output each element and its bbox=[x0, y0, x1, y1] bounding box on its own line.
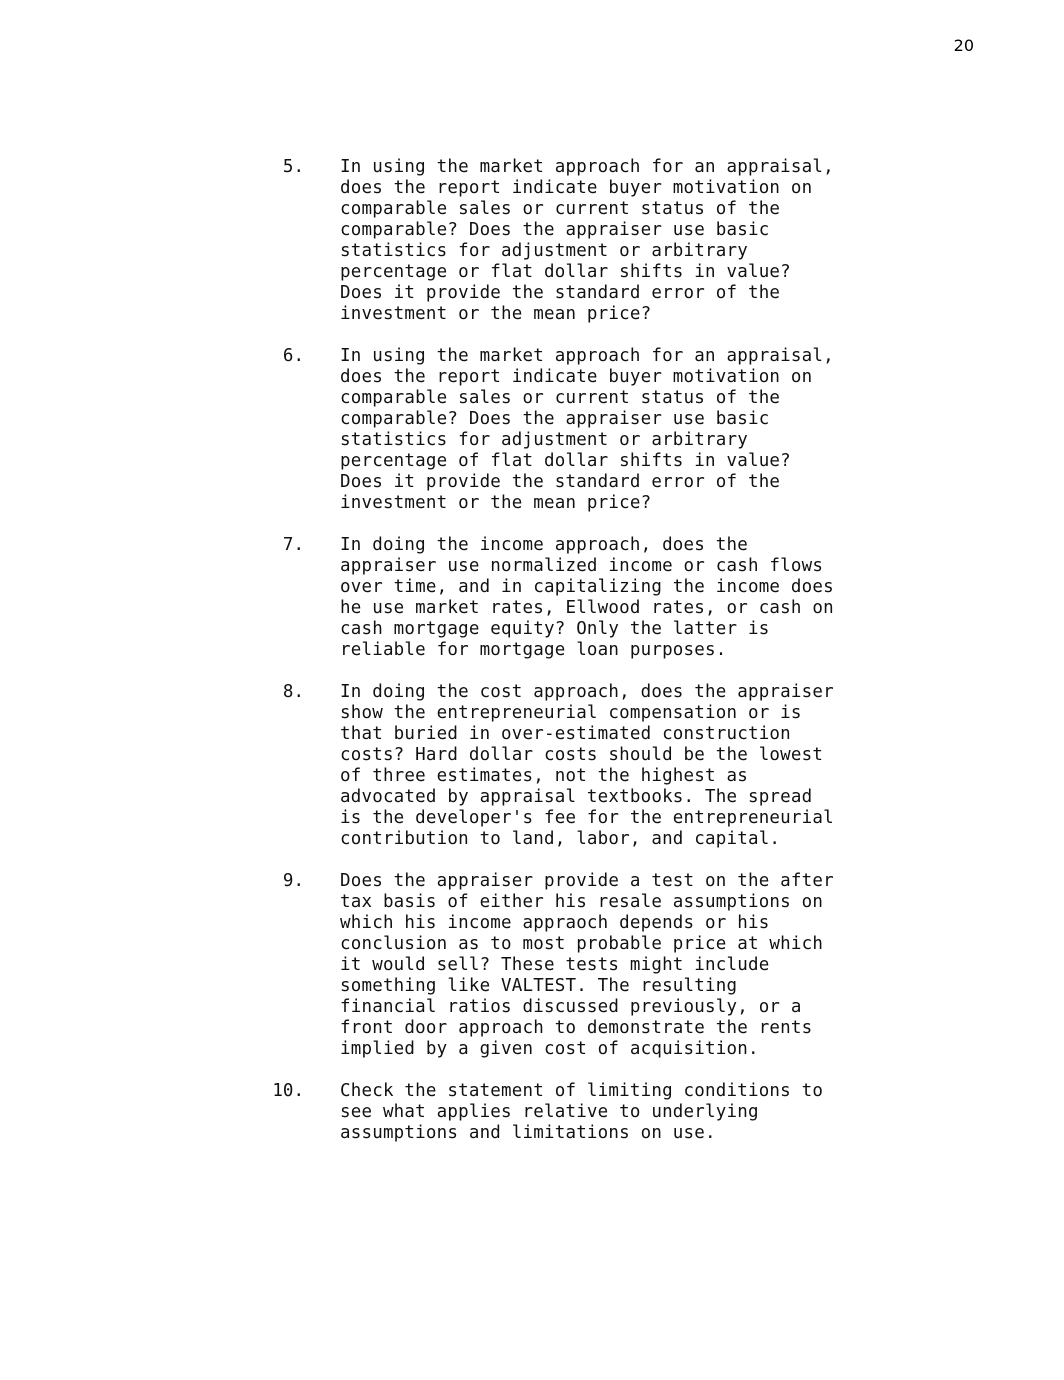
page-number: 20 bbox=[953, 36, 974, 55]
text-line: statistics for adjustment or arbitrary bbox=[340, 430, 748, 450]
item-number: 5. bbox=[282, 157, 304, 177]
text-line: it would sell? These tests might include bbox=[340, 955, 770, 975]
text-line: does the report indicate buyer motivation on bbox=[340, 367, 813, 387]
item-number: 9. bbox=[282, 871, 304, 891]
item-text bbox=[340, 682, 1064, 850]
list-item bbox=[0, 1081, 1064, 1144]
text-line: percentage of flat dollar shifts in value? bbox=[340, 451, 791, 471]
text-line: show the entrepreneurial compensation or is bbox=[340, 703, 802, 723]
text-line: is the developer's fee for the entrepreneurial bbox=[340, 808, 834, 828]
text-line: Does it provide the standard error of the bbox=[340, 472, 781, 492]
text-line: contribution to land, labor, and capital. bbox=[340, 829, 781, 849]
text-line: Check the statement of limiting conditions to bbox=[340, 1081, 824, 1101]
text-line: investment or the mean price? bbox=[340, 493, 652, 513]
text-line: comparable? Does the appraiser use basic bbox=[340, 409, 770, 429]
item-text bbox=[340, 157, 1064, 325]
text-line: comparable sales or current status of the bbox=[340, 199, 781, 219]
text-line: tax basis of either his resale assumptions on bbox=[340, 892, 824, 912]
text-line: advocated by appraisal textbooks. The spread bbox=[340, 787, 813, 807]
text-line: that buried in over-estimated construction bbox=[340, 724, 791, 744]
item-text bbox=[340, 871, 1064, 1060]
item-number: 7. bbox=[282, 535, 304, 555]
text-line: of three estimates, not the highest as bbox=[340, 766, 748, 786]
text-line: appraiser use normalized income or cash flows bbox=[340, 556, 824, 576]
text-line: cash mortgage equity? Only the latter is bbox=[340, 619, 770, 639]
text-line: Does it provide the standard error of the bbox=[340, 283, 781, 303]
text-line: something like VALTEST. The resulting bbox=[340, 976, 738, 996]
item-text bbox=[340, 535, 1064, 661]
item-text bbox=[340, 1081, 1064, 1144]
text-line: reliable for mortgage loan purposes. bbox=[340, 640, 727, 660]
text-line: over time, and in capitalizing the income does bbox=[340, 577, 834, 597]
text-line: implied by a given cost of acquisition. bbox=[340, 1039, 759, 1059]
text-line: does the report indicate buyer motivation on bbox=[340, 178, 813, 198]
text-line: Does the appraiser provide a test on the after bbox=[340, 871, 834, 891]
text-line: comparable sales or current status of the bbox=[340, 388, 781, 408]
item-number: 10. bbox=[272, 1081, 304, 1101]
text-line: costs? Hard dollar costs should be the lowest bbox=[340, 745, 824, 765]
text-line: In using the market approach for an appraisal, bbox=[340, 157, 834, 177]
item-number: 6. bbox=[282, 346, 304, 366]
text-line: assumptions and limitations on use. bbox=[340, 1123, 716, 1143]
text-line: investment or the mean price? bbox=[340, 304, 652, 324]
text-line: financial ratios discussed previously, or a bbox=[340, 997, 802, 1017]
text-line: In doing the cost approach, does the appraiser bbox=[340, 682, 834, 702]
list-item bbox=[0, 535, 1064, 661]
question-list bbox=[0, 157, 1064, 1165]
list-item bbox=[0, 682, 1064, 850]
text-line: In using the market approach for an appraisal, bbox=[340, 346, 834, 366]
text-line: front door approach to demonstrate the rents bbox=[340, 1018, 813, 1038]
list-item bbox=[0, 871, 1064, 1060]
item-text bbox=[340, 346, 1064, 514]
text-line: In doing the income approach, does the bbox=[340, 535, 748, 555]
item-number: 8. bbox=[282, 682, 304, 702]
text-line: which his income appraoch depends or his bbox=[340, 913, 770, 933]
text-line: comparable? Does the appraiser use basic bbox=[340, 220, 770, 240]
text-line: percentage or flat dollar shifts in value? bbox=[340, 262, 791, 282]
list-item bbox=[0, 346, 1064, 514]
list-item bbox=[0, 157, 1064, 325]
text-line: he use market rates, Ellwood rates, or cash on bbox=[340, 598, 834, 618]
text-line: see what applies relative to underlying bbox=[340, 1102, 759, 1122]
text-line: statistics for adjustment or arbitrary bbox=[340, 241, 748, 261]
text-line: conclusion as to most probable price at which bbox=[340, 934, 824, 954]
